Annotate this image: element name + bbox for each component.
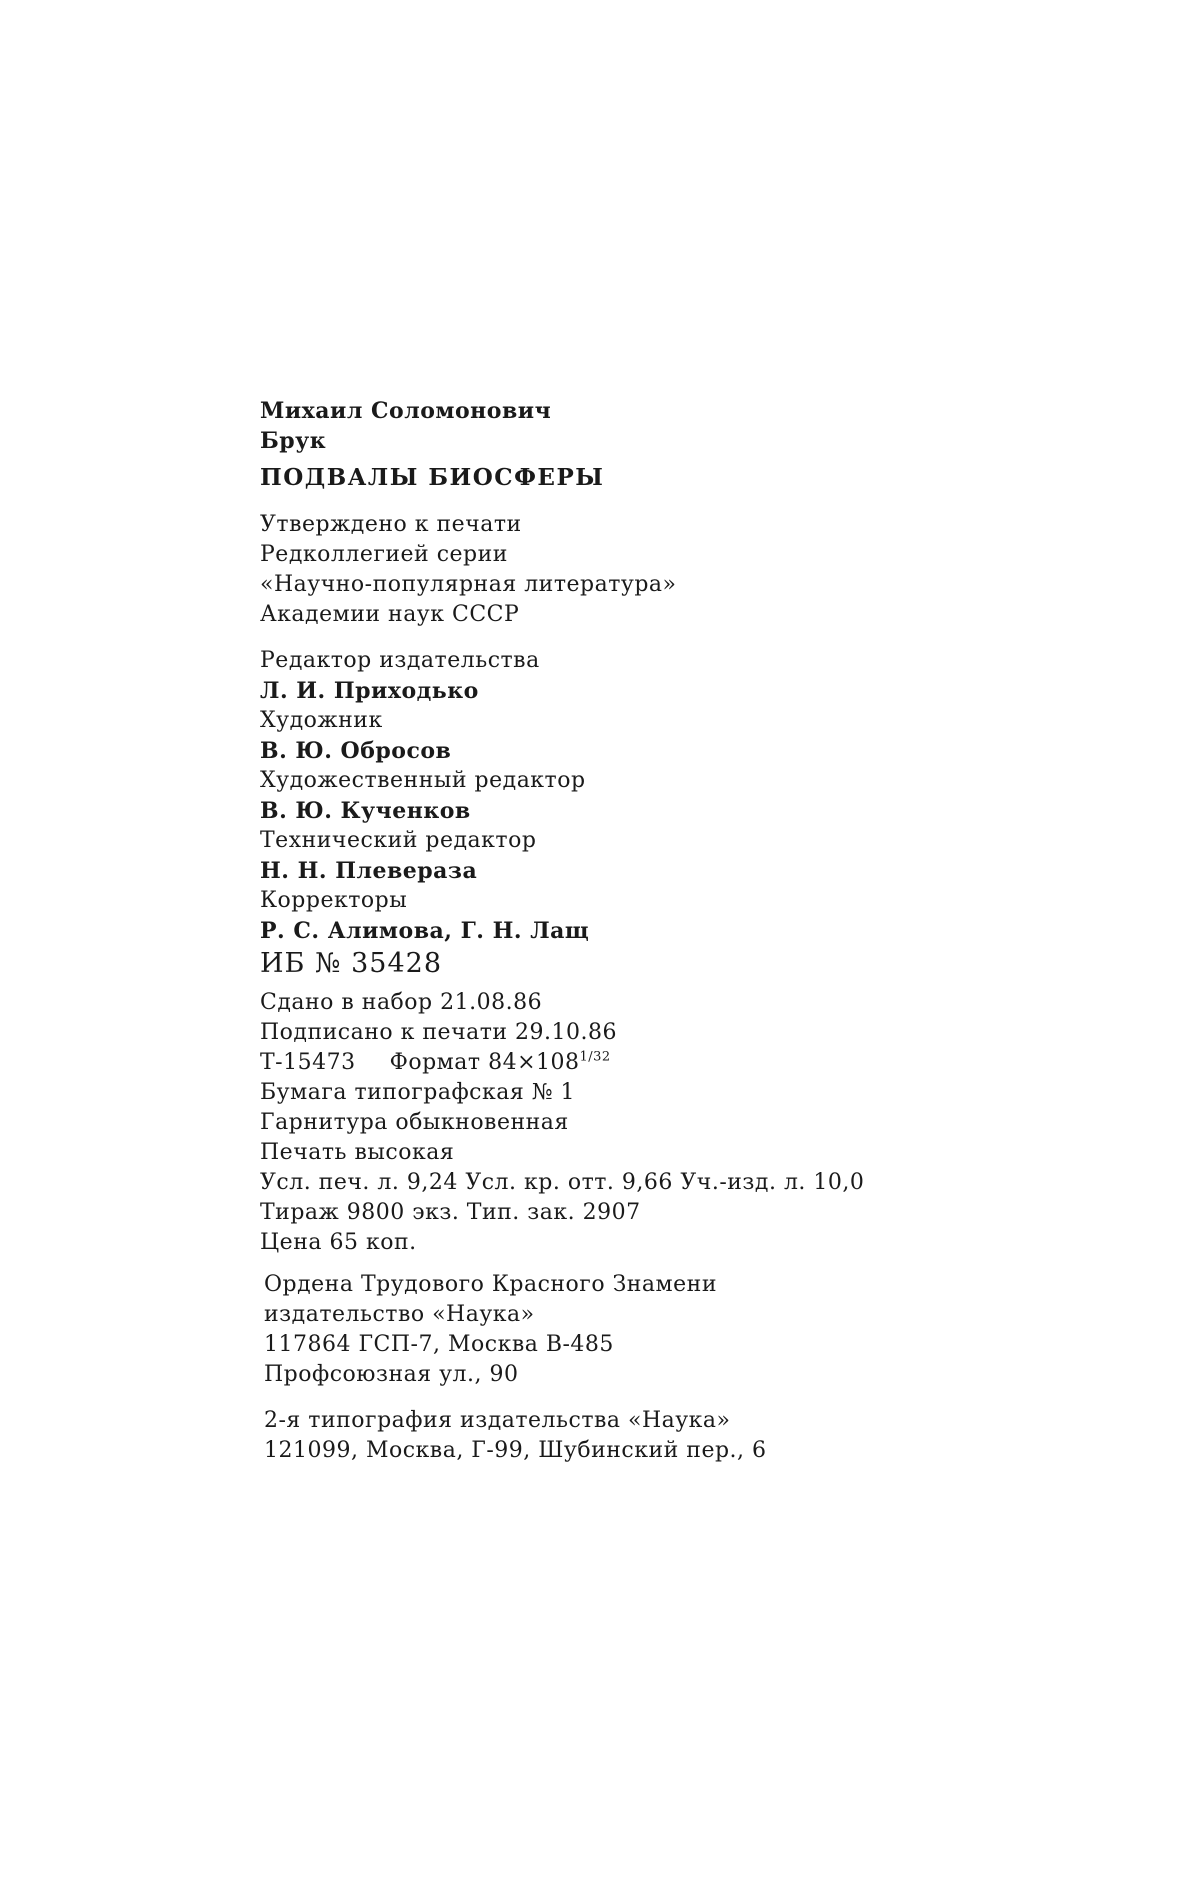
approval-line: Редколлегией серии	[260, 542, 508, 567]
print-info-block	[260, 988, 1080, 1258]
approval-line: «Научно-популярная литература»	[260, 572, 677, 597]
format-line	[260, 1048, 1080, 1078]
submitted-date: Сдано в набор 21.08.86	[260, 990, 543, 1015]
signed-date: Подписано к печати 29.10.86	[260, 1020, 618, 1045]
format-fraction: 1/32	[579, 1049, 611, 1065]
credit-role: Корректоры	[260, 888, 408, 913]
print-code: Т-15473	[260, 1050, 356, 1075]
credit-role: Редактор издательства	[260, 648, 540, 673]
publisher-line: 117864 ГСП-7, Москва В-485	[264, 1332, 614, 1357]
sheet-counts: Усл. печ. л. 9,24 Усл. кр. отт. 9,66 Уч.-изд. л. 10,0	[260, 1170, 865, 1195]
colophon	[260, 396, 1080, 1466]
credit-name: В. Ю. Обросов	[260, 738, 452, 764]
approval-line: Утверждено к печати	[260, 512, 522, 537]
credit-name: В. Ю. Кученков	[260, 798, 471, 824]
author-surname: Брук	[260, 428, 327, 454]
publisher-line: издательство «Наука»	[264, 1302, 535, 1327]
book-title: ПОДВАЛЫ БИОСФЕРЫ	[260, 464, 605, 491]
publisher-line: Ордена Трудового Красного Знамени	[264, 1272, 718, 1297]
credit-name: Л. И. Приходько	[260, 678, 479, 704]
approval-line: Академии наук СССР	[260, 602, 520, 627]
credit-name: Н. Н. Плевераза	[260, 858, 478, 884]
format-label: Формат 84×108	[389, 1050, 580, 1075]
printer-line: 121099, Москва, Г-99, Шубинский пер., 6	[264, 1438, 767, 1463]
credits-block	[260, 646, 1080, 946]
typeface: Гарнитура обыкновенная	[260, 1110, 569, 1135]
author-first-names: Михаил Соломонович	[260, 398, 552, 424]
publisher-line: Профсоюзная ул., 90	[264, 1362, 519, 1387]
approval-block	[260, 510, 1080, 630]
ib-number: ИБ № 35428	[260, 948, 442, 979]
credit-role: Художественный редактор	[260, 768, 586, 793]
credit-name: Р. С. Алимова, Г. Н. Лащ	[260, 918, 590, 944]
credit-role: Технический редактор	[260, 828, 537, 853]
publisher-block	[260, 1270, 1080, 1390]
circulation: Тираж 9800 экз. Тип. зак. 2907	[260, 1200, 641, 1225]
price: Цена 65 коп.	[260, 1230, 417, 1255]
paper-type: Бумага типографская № 1	[260, 1080, 576, 1105]
printing-method: Печать высокая	[260, 1140, 455, 1165]
printer-line: 2-я типография издательства «Наука»	[264, 1408, 731, 1433]
printer-block	[260, 1406, 1080, 1466]
credit-role: Художник	[260, 708, 383, 733]
